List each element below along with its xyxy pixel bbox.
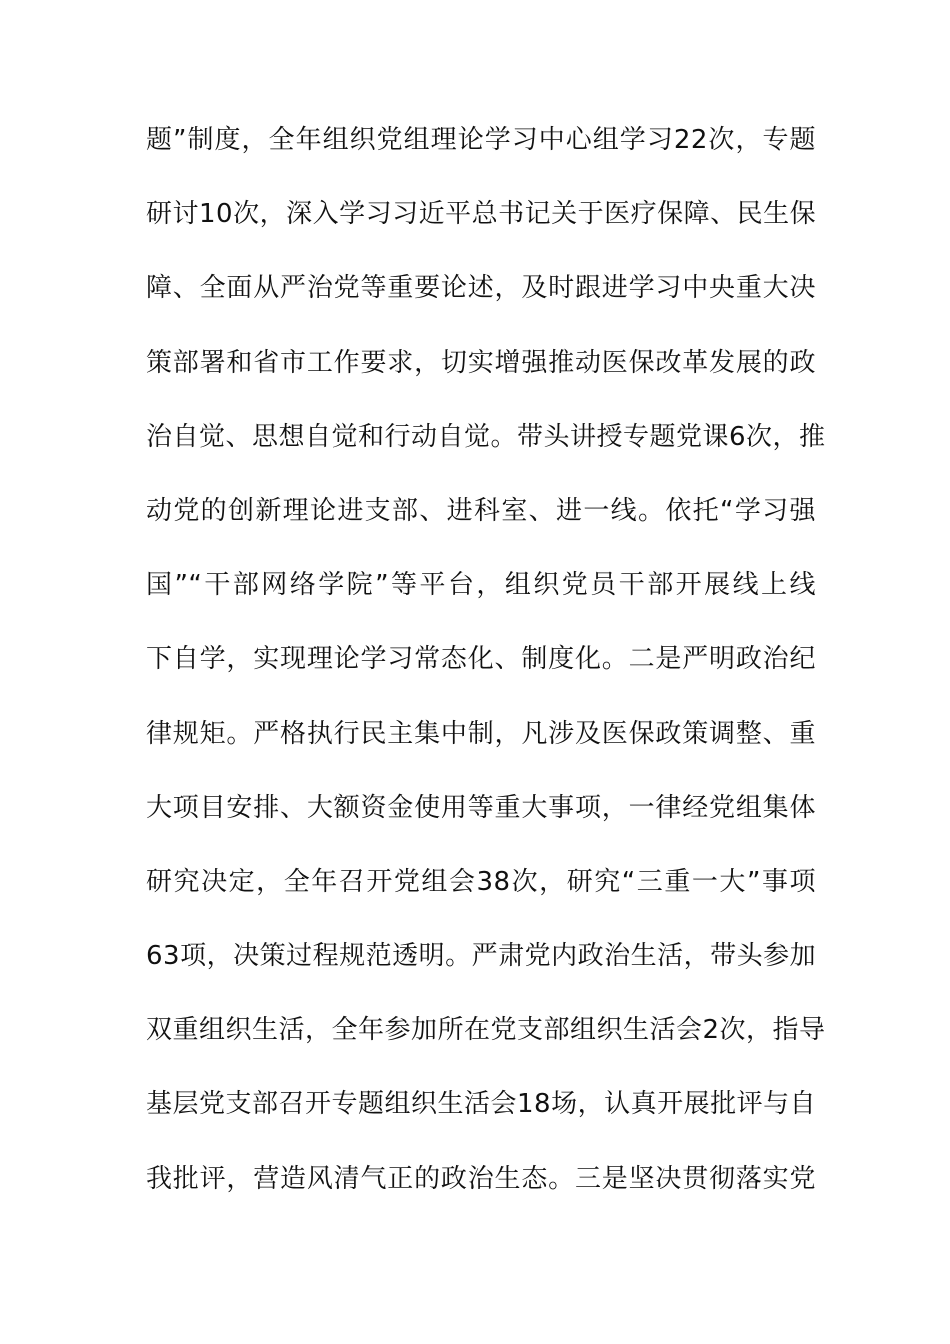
text-line: 动党的创新理论进支部、进科室、进一线。依托“学习强 [146,495,816,526]
text-line: 策部署和省市工作要求，切实增强推动医保改革发展的政 [146,347,816,378]
body-paragraph [146,118,826,1231]
text-line: 律规矩。严格执行民主集中制，凡涉及医保政策调整、重 [146,718,816,749]
text-line: 我批评，营造风清气正的政治生态。三是坚决贯彻落实党 [146,1163,816,1194]
text-line: 治自觉、思想自觉和行动自觉。带头讲授专题党课6次，推 [146,421,826,452]
text-line: 研究决定，全年召开党组会38次，研究“三重一大”事项 [146,866,816,897]
text-line: 题”制度，全年组织党组理论学习中心组学习22次，专题 [146,125,816,155]
text-line: 障、全面从严治党等重要论述，及时跟进学习中央重大决 [146,273,816,304]
text-line: 国”“干部网络学院”等平台，组织党员干部开展线上线 [146,570,816,601]
text-line: 基层党支部召开专题组织生活会18场，认真开展批评与自 [146,1089,817,1120]
text-line: 下自学，实现理论学习常态化、制度化。二是严明政治纪 [146,644,816,675]
text-line: 双重组织生活，全年参加所在党支部组织生活会2次，指导 [146,1015,826,1046]
text-line: 63项，决策过程规范透明。严肃党内政治生活，带头参加 [146,941,817,972]
text-line: 研讨10次，深入学习习近平总书记关于医疗保障、民生保 [146,199,817,230]
text-line: 大项目安排、大额资金使用等重大事项，一律经党组集体 [146,792,816,823]
